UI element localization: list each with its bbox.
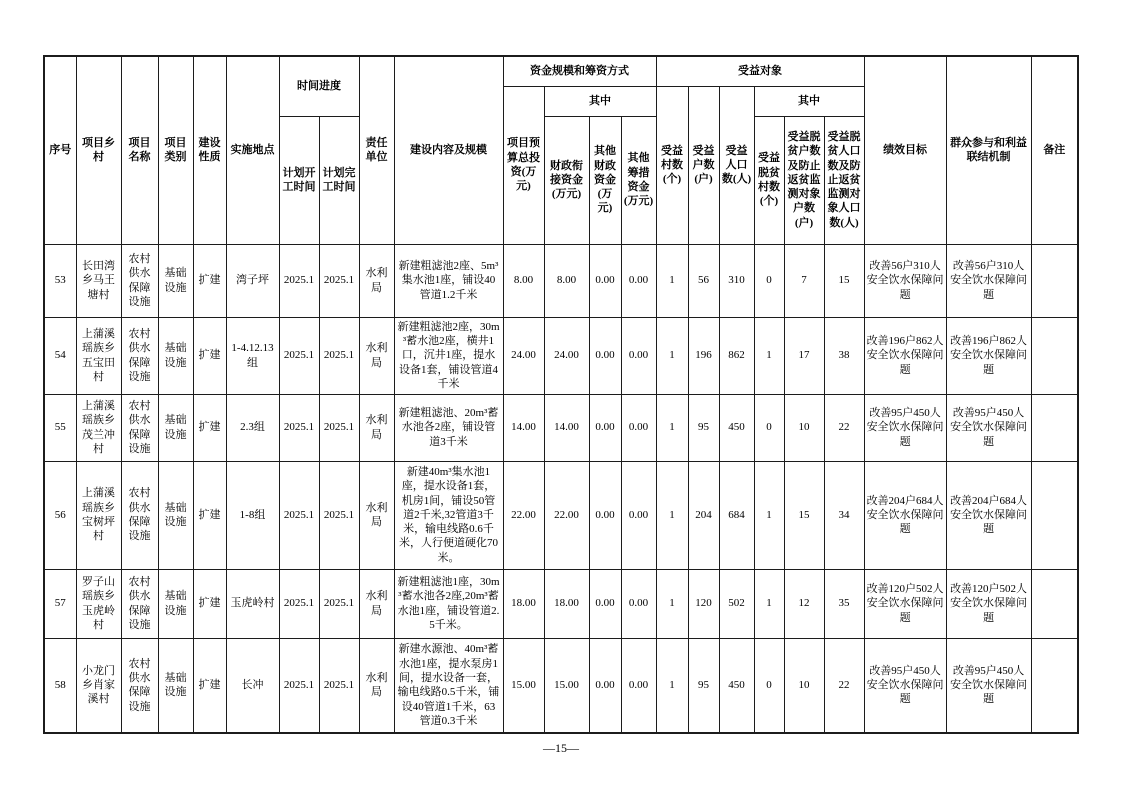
cell-project-name: 农村供水保障设施 [121,244,158,317]
cell-project-name: 农村供水保障设施 [121,569,158,638]
cell-fund-total: 15.00 [503,638,544,733]
cell-village: 上蒲溪瑶族乡茂兰冲村 [76,394,121,461]
header-benefit-poor-population: 受益脱贫人口数及防止返贫监测对象人口数(人) [824,116,864,244]
table-row [44,394,1078,461]
cell-benefit-households: 95 [688,638,719,733]
cell-benefit-villages: 1 [656,461,688,569]
header-location: 实施地点 [226,56,279,244]
header-remark: 备注 [1031,56,1078,244]
cell-fund-other-fiscal: 0.00 [589,394,621,461]
header-unit: 责任单位 [359,56,394,244]
header-benefit-population: 受益人口数(人) [719,86,754,244]
cell-nature: 扩建 [193,317,226,394]
cell-fund-other-fiscal: 0.00 [589,569,621,638]
cell-end-time: 2025.1 [319,317,359,394]
header-performance: 绩效目标 [864,56,946,244]
cell-remark [1031,569,1078,638]
cell-category: 基础设施 [158,638,193,733]
header-row-1 [44,56,1078,86]
cell-content: 新建粗滤池2座、5m³集水池1座，铺设40管道1.2千米 [394,244,503,317]
cell-fund-fiscal: 14.00 [544,394,589,461]
header-benefit-villages: 受益村数(个) [656,86,688,244]
cell-category: 基础设施 [158,569,193,638]
cell-benefit-poor-population: 38 [824,317,864,394]
cell-benefit-villages: 1 [656,244,688,317]
cell-category: 基础设施 [158,317,193,394]
header-benefit-poor-villages: 受益脱贫村数(个) [754,116,784,244]
cell-fund-total: 14.00 [503,394,544,461]
cell-end-time: 2025.1 [319,244,359,317]
cell-benefit-poor-population: 35 [824,569,864,638]
cell-performance: 改善56户310人安全饮水保障问题 [864,244,946,317]
cell-start-time: 2025.1 [279,317,319,394]
header-village: 项目乡村 [76,56,121,244]
cell-content: 新建粗滤池1座，30m³蓄水池各2座,20m³蓄水池1座，铺设管道2.5千米。 [394,569,503,638]
header-fund-other-raised: 其他筹措资金(万元) [621,116,656,244]
cell-benefit-poor-villages: 1 [754,317,784,394]
cell-fund-fiscal: 22.00 [544,461,589,569]
cell-nature: 扩建 [193,569,226,638]
cell-benefit-poor-population: 22 [824,638,864,733]
cell-end-time: 2025.1 [319,394,359,461]
cell-seq: 54 [44,317,76,394]
cell-fund-fiscal: 24.00 [544,317,589,394]
cell-end-time: 2025.1 [319,638,359,733]
cell-content: 新建粗滤池2座，30m³蓄水池2座，横井1口，沉井1座，提水设备1套，铺设管道4千米 [394,317,503,394]
cell-fund-other-fiscal: 0.00 [589,244,621,317]
cell-fund-other-raised: 0.00 [621,569,656,638]
header-end-time: 计划完工时间 [319,116,359,244]
header-participation: 群众参与和利益联结机制 [946,56,1031,244]
cell-fund-other-fiscal: 0.00 [589,461,621,569]
header-benefit-households: 受益户数(户) [688,86,719,244]
cell-seq: 55 [44,394,76,461]
cell-participation: 改善95户450人安全饮水保障问题 [946,394,1031,461]
cell-fund-other-fiscal: 0.00 [589,638,621,733]
cell-benefit-households: 95 [688,394,719,461]
header-fund-other-fiscal: 其他财政资金(万元) [589,116,621,244]
cell-benefit-population: 862 [719,317,754,394]
header-nature: 建设性质 [193,56,226,244]
cell-fund-other-raised: 0.00 [621,461,656,569]
cell-performance: 改善204户684人安全饮水保障问题 [864,461,946,569]
cell-benefit-households: 204 [688,461,719,569]
cell-location: 长冲 [226,638,279,733]
cell-fund-fiscal: 18.00 [544,569,589,638]
cell-nature: 扩建 [193,638,226,733]
cell-fund-other-raised: 0.00 [621,394,656,461]
cell-benefit-households: 56 [688,244,719,317]
cell-category: 基础设施 [158,244,193,317]
cell-benefit-households: 120 [688,569,719,638]
table-row [44,317,1078,394]
cell-fund-total: 24.00 [503,317,544,394]
header-fund-total: 项目预算总投资(万元) [503,86,544,244]
header-time-group: 时间进度 [279,56,359,116]
cell-benefit-poor-population: 15 [824,244,864,317]
cell-project-name: 农村供水保障设施 [121,461,158,569]
project-table [43,55,1079,734]
cell-benefit-villages: 1 [656,394,688,461]
cell-benefit-population: 450 [719,394,754,461]
cell-start-time: 2025.1 [279,569,319,638]
cell-fund-other-raised: 0.00 [621,317,656,394]
cell-nature: 扩建 [193,461,226,569]
cell-location: 1-4.12.13组 [226,317,279,394]
cell-project-name: 农村供水保障设施 [121,394,158,461]
cell-fund-total: 18.00 [503,569,544,638]
table-row [44,461,1078,569]
cell-remark [1031,638,1078,733]
cell-performance: 改善120户502人安全饮水保障问题 [864,569,946,638]
cell-benefit-population: 684 [719,461,754,569]
cell-benefit-poor-villages: 0 [754,394,784,461]
cell-benefit-poor-population: 22 [824,394,864,461]
header-seq: 序号 [44,56,76,244]
cell-benefit-poor-villages: 0 [754,638,784,733]
cell-benefit-population: 502 [719,569,754,638]
cell-seq: 53 [44,244,76,317]
cell-performance: 改善95户450人安全饮水保障问题 [864,394,946,461]
cell-village: 长田湾乡马王塘村 [76,244,121,317]
cell-category: 基础设施 [158,394,193,461]
cell-fund-total: 22.00 [503,461,544,569]
cell-benefit-villages: 1 [656,638,688,733]
cell-project-name: 农村供水保障设施 [121,317,158,394]
cell-participation: 改善95户450人安全饮水保障问题 [946,638,1031,733]
cell-location: 湾子坪 [226,244,279,317]
page-number: —15— [543,741,579,755]
header-fund-fiscal: 财政衔接资金(万元) [544,116,589,244]
cell-fund-other-raised: 0.00 [621,244,656,317]
table-row [44,244,1078,317]
cell-fund-fiscal: 15.00 [544,638,589,733]
cell-village: 罗子山瑶族乡玉虎岭村 [76,569,121,638]
cell-end-time: 2025.1 [319,461,359,569]
cell-location: 1-8组 [226,461,279,569]
cell-fund-other-fiscal: 0.00 [589,317,621,394]
cell-nature: 扩建 [193,394,226,461]
cell-benefit-villages: 1 [656,317,688,394]
cell-project-name: 农村供水保障设施 [121,638,158,733]
cell-benefit-poor-households: 15 [784,461,824,569]
header-fund-group: 资金规模和筹资方式 [503,56,656,86]
cell-content: 新建水源池、40m³蓄水池1座，提水泵房1间，提水设备一套，输电线路0.5千米，铺设40管道1千米，63管道0.3千米 [394,638,503,733]
cell-participation: 改善204户684人安全饮水保障问题 [946,461,1031,569]
cell-benefit-poor-households: 12 [784,569,824,638]
cell-benefit-poor-households: 17 [784,317,824,394]
header-benefit-among: 其中 [754,86,864,116]
cell-remark [1031,461,1078,569]
cell-benefit-poor-villages: 0 [754,244,784,317]
header-benefit-group: 受益对象 [656,56,864,86]
cell-benefit-villages: 1 [656,569,688,638]
cell-category: 基础设施 [158,461,193,569]
cell-benefit-poor-villages: 1 [754,461,784,569]
cell-unit: 水利局 [359,394,394,461]
cell-location: 玉虎岭村 [226,569,279,638]
header-start-time: 计划开工时间 [279,116,319,244]
cell-content: 新建40m³集水池1座，提水设备1套，机房1间，铺设50管道2千米,32管道3千米，输电线路0.6千米，人行便道硬化70米。 [394,461,503,569]
cell-remark [1031,394,1078,461]
cell-start-time: 2025.1 [279,461,319,569]
cell-location: 2.3组 [226,394,279,461]
cell-benefit-poor-population: 34 [824,461,864,569]
cell-performance: 改善95户450人安全饮水保障问题 [864,638,946,733]
cell-benefit-poor-villages: 1 [754,569,784,638]
cell-content: 新建粗滤池、20m³蓄水池各2座，铺设管道3千米 [394,394,503,461]
cell-fund-other-raised: 0.00 [621,638,656,733]
cell-unit: 水利局 [359,244,394,317]
cell-seq: 57 [44,569,76,638]
cell-unit: 水利局 [359,638,394,733]
cell-benefit-poor-households: 10 [784,638,824,733]
cell-benefit-households: 196 [688,317,719,394]
cell-village: 上蒲溪瑶族乡宝树坪村 [76,461,121,569]
header-category: 项目类别 [158,56,193,244]
cell-fund-total: 8.00 [503,244,544,317]
cell-remark [1031,317,1078,394]
cell-start-time: 2025.1 [279,638,319,733]
cell-nature: 扩建 [193,244,226,317]
cell-start-time: 2025.1 [279,244,319,317]
header-content: 建设内容及规模 [394,56,503,244]
cell-village: 上蒲溪瑶族乡五宝田村 [76,317,121,394]
cell-participation: 改善196户862人安全饮水保障问题 [946,317,1031,394]
cell-performance: 改善196户862人安全饮水保障问题 [864,317,946,394]
cell-benefit-population: 310 [719,244,754,317]
cell-benefit-poor-households: 7 [784,244,824,317]
cell-unit: 水利局 [359,317,394,394]
header-project-name: 项目名称 [121,56,158,244]
cell-seq: 56 [44,461,76,569]
cell-unit: 水利局 [359,569,394,638]
cell-fund-fiscal: 8.00 [544,244,589,317]
cell-end-time: 2025.1 [319,569,359,638]
table-row [44,569,1078,638]
table-row [44,638,1078,733]
cell-seq: 58 [44,638,76,733]
cell-benefit-poor-households: 10 [784,394,824,461]
cell-participation: 改善120户502人安全饮水保障问题 [946,569,1031,638]
cell-unit: 水利局 [359,461,394,569]
header-fund-among: 其中 [544,86,656,116]
cell-start-time: 2025.1 [279,394,319,461]
cell-village: 小龙门乡肖家溪村 [76,638,121,733]
header-benefit-poor-households: 受益脱贫户数及防止返贫监测对象户数(户) [784,116,824,244]
cell-benefit-population: 450 [719,638,754,733]
cell-remark [1031,244,1078,317]
cell-participation: 改善56户310人安全饮水保障问题 [946,244,1031,317]
